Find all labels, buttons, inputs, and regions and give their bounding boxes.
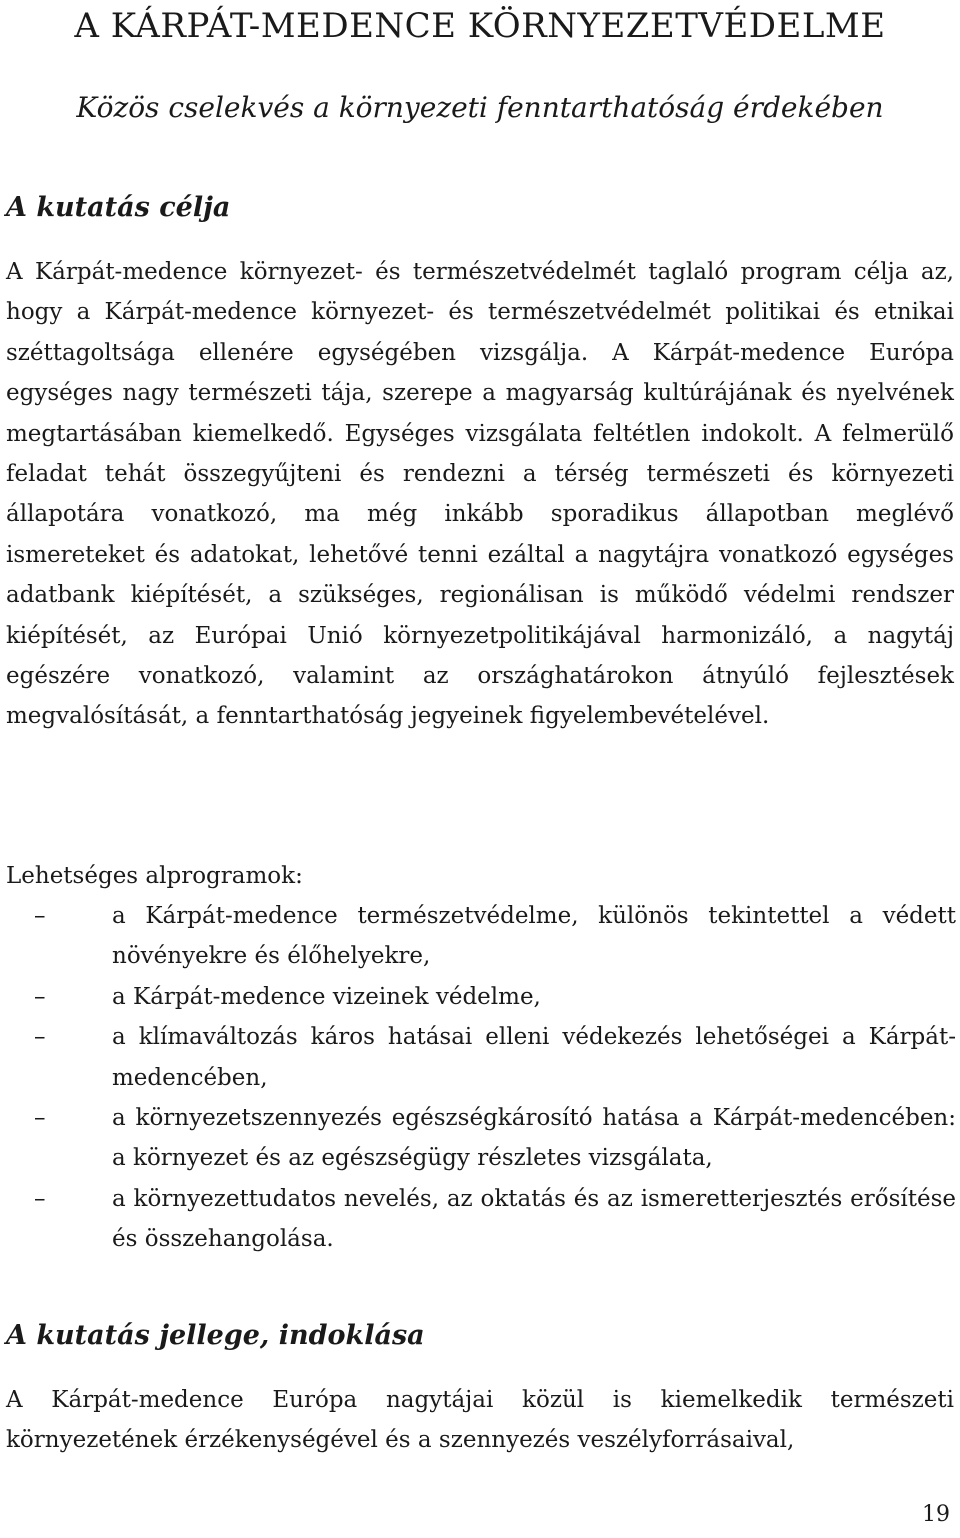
list-item-text: a klímaváltozás káros hatásai elleni védekezés lehetőségei a Kárpát-medencében, [112, 1024, 956, 1091]
list-item [6, 896, 956, 977]
research-goal-paragraph: A Kárpát-medence környezet- és természetvédelmét taglaló program célja az, hogy a Kárpát-medence környezet- és természetvédelmét politikai és etnikai széttagoltsága ellenére egységében vizsgálja. A Kárpát-medence Európa egységes nagy természeti tája, szerepe a magyarság kultúrájának és nyelvének megtartásában kiemelkedő. Egységes vizsgálata feltétlen indokolt. A felmerülő feladat tehát összegyűjteni és rendezni a térség természeti és környezeti állapotára vonatkozó, ma még inkább sporadikus állapotban meglévő ismereteket és adatokat, lehetővé tenni ezáltal a nagytájra vonatkozó egységes adatbank kiépítését, a szükséges, regionálisan is működő védelmi rendszer kiépítését, az Európai Unió környezetpolitikájával harmonizáló, a nagytáj egészére vonatkozó, valamint az országhatárokon átnyúló fejlesztések megvalósítását, a fenntarthatóság jegyeinek figyelembevételével. [6, 259, 954, 730]
page-number: 19 [922, 1502, 950, 1527]
subprograms-list [6, 896, 956, 1260]
dash-bullet: – [34, 1185, 46, 1212]
list-item-text: a környezettudatos nevelés, az oktatás és az ismeretterjesztés erősítése és összehangolása. [112, 1185, 956, 1253]
document-subtitle: Közös cselekvés a környezeti fenntarthatóság érdekében [76, 91, 884, 124]
dash-bullet: – [34, 1105, 46, 1132]
document-title: A KÁRPÁT-MEDENCE KÖRNYEZETVÉDELME [74, 6, 886, 46]
list-item [6, 977, 956, 1017]
section-heading-research-goal: A kutatás célja [6, 192, 231, 223]
dash-bullet: – [34, 1024, 46, 1051]
list-item-text: a Kárpát-medence természetvédelme, különös tekintettel a védett növényekre és élőhelyekre, [112, 903, 956, 970]
subprograms-intro: Lehetséges alprogramok: [6, 863, 303, 889]
list-item [6, 1179, 956, 1260]
list-item-text: a Kárpát-medence vizeinek védelme, [112, 983, 541, 1010]
section-heading-research-nature: A kutatás jellege, indoklása [6, 1320, 425, 1351]
dash-bullet: – [34, 903, 46, 929]
research-nature-paragraph: A Kárpát-medence Európa nagytájai közül is kiemelkedik természeti környezetének érzékenységével és a szennyezés veszélyforrásaival, [6, 1387, 954, 1454]
list-item-text: a környezetszennyezés egészségkárosító hatása a Kárpát-medencében: a környezet és az egészségügy részletes vizsgálata, [112, 1105, 956, 1172]
dash-bullet: – [34, 983, 46, 1010]
list-item [6, 1017, 956, 1098]
list-item [6, 1098, 956, 1179]
